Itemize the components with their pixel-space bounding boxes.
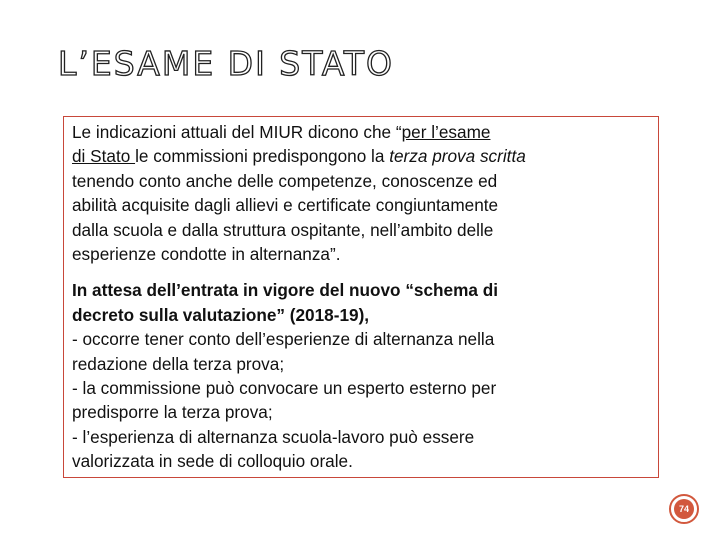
- page-number-badge: [669, 494, 699, 524]
- text-segment: le commissioni predispongono la: [135, 146, 390, 167]
- paragraph2-line-5: - la commissione può convocare un esperto esterno per: [72, 378, 497, 399]
- text-segment: Le indicazioni attuali del MIUR dicono che “: [72, 122, 402, 142]
- paragraph1-line-3: tenendo conto anche delle competenze, conoscenze ed: [72, 170, 498, 191]
- paragraph2-line-4: redazione della terza prova;: [72, 353, 285, 374]
- paragraph2-line-3: - occorre tener conto dell’esperienze di alternanza nella: [72, 329, 495, 350]
- underlined-text: di Stato: [72, 146, 136, 167]
- paragraph2-line-7: - l’esperienza di alternanza scuola-lavoro può essere: [72, 426, 475, 447]
- paragraph-miur-indications: [72, 120, 660, 266]
- content-box: [63, 116, 659, 478]
- slide-title: L’ESAME DI STATO: [58, 44, 394, 83]
- page-number: 74: [674, 499, 694, 519]
- paragraph-new-decree: [72, 278, 660, 473]
- paragraph2-line-1: In attesa dell’entrata in vigore del nuovo “schema di: [72, 280, 498, 301]
- paragraph2-line-2: decreto sulla valutazione” (2018-19),: [72, 304, 370, 325]
- paragraph1-line-5: dalla scuola e dalla struttura ospitante, nell’ambito delle: [72, 219, 494, 240]
- paragraph1-line-2: [72, 144, 660, 168]
- paragraph1-line-4: abilità acquisite dagli allievi e certificate congiuntamente: [72, 195, 499, 216]
- paragraph2-line-6: predisporre la terza prova;: [72, 402, 273, 423]
- italic-text: terza prova scritta: [389, 146, 526, 167]
- paragraph1-line-6: esperienze condotte in alternanza”.: [72, 244, 341, 265]
- paragraph1-line-1: [72, 120, 660, 144]
- underlined-text: per l’esame: [401, 122, 491, 142]
- paragraph2-line-8: valorizzata in sede di colloquio orale.: [72, 451, 353, 472]
